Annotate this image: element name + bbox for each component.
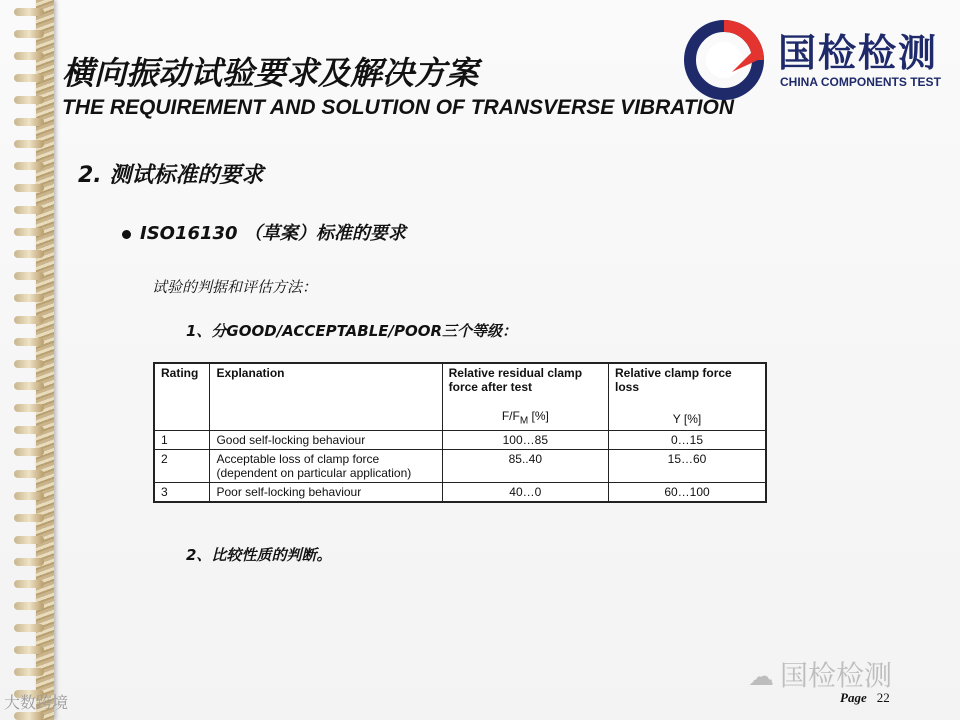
binding-ring <box>14 338 44 346</box>
watermark-left: 大数跨境 <box>4 693 69 712</box>
section-heading: 2. 测试标准的要求 <box>78 163 264 188</box>
cell-explanation: Acceptable loss of clamp force (dependent on particular application) <box>210 450 442 483</box>
binding-ring <box>14 580 44 588</box>
table-header-row <box>154 363 766 431</box>
page-title-cn: 横向振动试验要求及解决方案 <box>62 54 479 92</box>
rating-table <box>153 362 767 503</box>
binding-ring <box>14 646 44 654</box>
company-logo <box>680 20 940 100</box>
page-number <box>840 690 890 706</box>
binding-ring <box>14 140 44 148</box>
binding-ring <box>14 52 44 60</box>
binding-ring <box>14 470 44 478</box>
binding-ring <box>14 360 44 368</box>
cell-explanation: Good self-locking behaviour <box>210 431 442 450</box>
binding-ring <box>14 228 44 236</box>
cell-residual: 100…85 <box>442 431 608 450</box>
binding-ring <box>14 316 44 324</box>
wechat-icon: ☁ <box>748 662 774 692</box>
bullet-item <box>122 219 406 245</box>
cell-loss: 0…15 <box>609 431 766 450</box>
table-row <box>154 483 766 503</box>
watermark-text: 国检检测 <box>780 659 893 692</box>
criteria-subtitle: 试验的判据和评估方法： <box>152 278 318 296</box>
binding-ring <box>14 206 44 214</box>
cell-rating: 2 <box>154 450 210 483</box>
cell-rating: 1 <box>154 431 210 450</box>
header-loss-label: Relative clamp force loss <box>615 366 732 394</box>
binding-ring <box>14 558 44 566</box>
binding-ring <box>14 272 44 280</box>
binding-ring <box>14 404 44 412</box>
notebook-binding <box>0 0 70 720</box>
bullet-text: ISO16130 （草案）标准的要求 <box>140 223 406 244</box>
header-rating: Rating <box>154 363 210 431</box>
binding-ring <box>14 514 44 522</box>
cell-residual: 40…0 <box>442 483 608 503</box>
binding-ring <box>14 30 44 38</box>
cell-residual: 85..40 <box>442 450 608 483</box>
binding-ring <box>14 250 44 258</box>
logo-text-cn: 国检检测 <box>778 31 939 75</box>
binding-ring <box>14 118 44 126</box>
header-explanation: Explanation <box>210 363 442 431</box>
table-row <box>154 450 766 483</box>
binding-ring <box>14 74 44 82</box>
bullet-dot-icon <box>122 230 131 239</box>
cell-loss: 15…60 <box>609 450 766 483</box>
binding-ring <box>14 426 44 434</box>
binding-ring <box>14 668 44 676</box>
binding-ring <box>14 162 44 170</box>
cell-explanation: Poor self-locking behaviour <box>210 483 442 503</box>
binding-ring <box>14 624 44 632</box>
binding-ring <box>14 294 44 302</box>
logo-text-en: CHINA COMPONENTS TEST <box>780 75 941 89</box>
binding-ring <box>14 96 44 104</box>
header-residual <box>442 363 608 431</box>
binding-ring <box>14 492 44 500</box>
binding-ring <box>14 382 44 390</box>
criteria-item-1: 1、分GOOD/ACCEPTABLE/POOR三个等级： <box>186 322 518 340</box>
watermark-right <box>748 654 892 694</box>
header-loss-unit: Y [%] <box>672 412 702 426</box>
logo-emblem-icon <box>680 20 776 100</box>
cell-rating: 3 <box>154 483 210 503</box>
binding-ring <box>14 602 44 610</box>
binding-ring <box>14 8 44 16</box>
cell-loss: 60…100 <box>609 483 766 503</box>
binding-ring <box>14 448 44 456</box>
page-label: Page <box>840 690 867 705</box>
header-residual-unit: $F/F_M$ [%] <box>501 408 549 426</box>
binding-ring <box>14 712 44 720</box>
table-row <box>154 431 766 450</box>
criteria-item-2: 2、比较性质的判断。 <box>186 546 332 564</box>
header-residual-label: Relative residual clamp force after test <box>448 366 583 394</box>
page-title-en: THE REQUIREMENT AND SOLUTION OF TRANSVERSE VIBRATION <box>62 96 735 119</box>
binding-ring <box>14 184 44 192</box>
binding-ring <box>14 536 44 544</box>
page-number-value: 22 <box>876 690 890 705</box>
header-loss <box>609 363 766 431</box>
